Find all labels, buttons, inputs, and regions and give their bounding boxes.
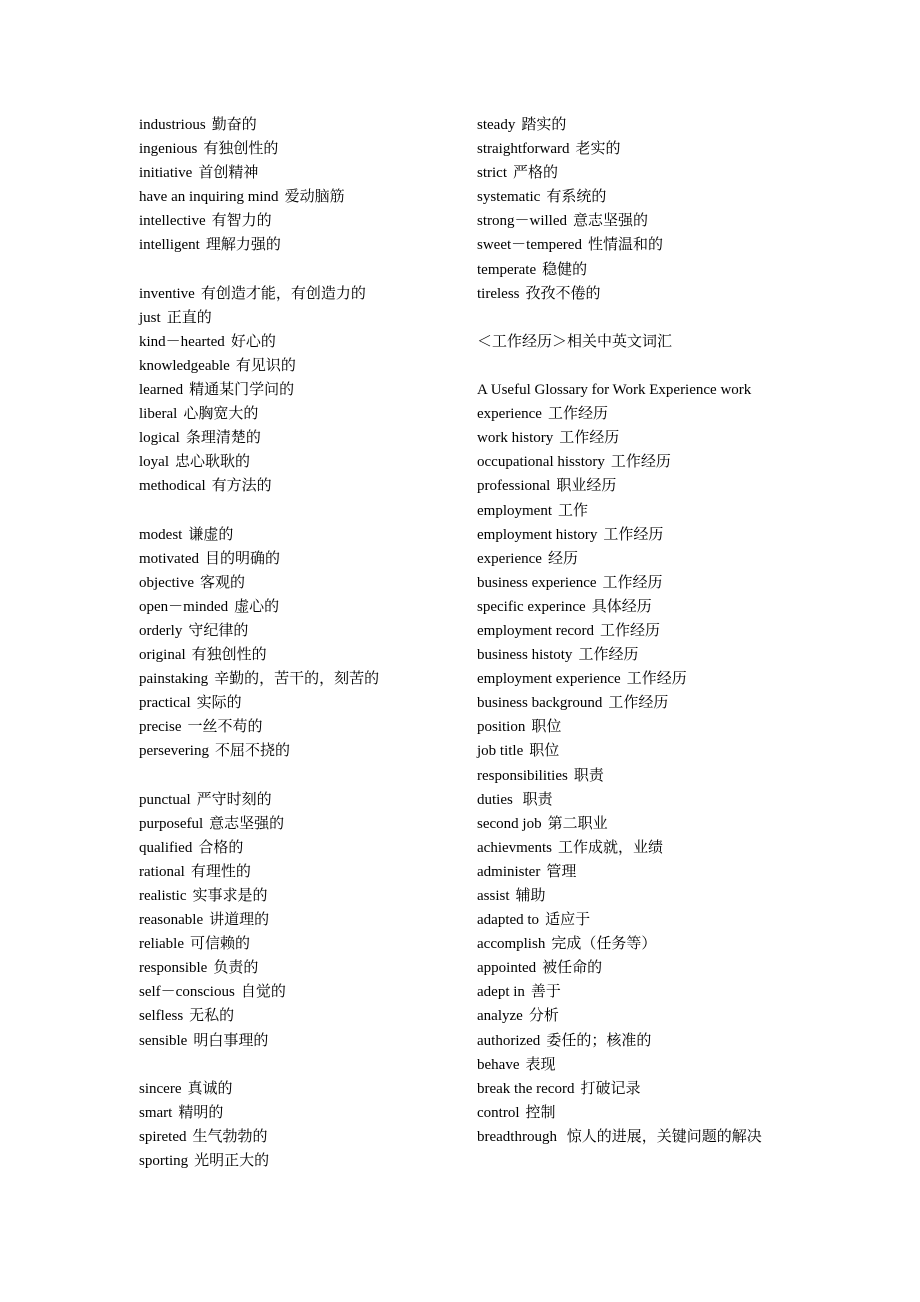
vocab-meaning: 工作经历 (608, 695, 669, 712)
vocab-meaning: 无私的 (189, 1008, 235, 1025)
blank-line (139, 764, 459, 788)
vocab-term: analyze (477, 1008, 523, 1025)
vocab-meaning: 精通某门学问的 (189, 382, 295, 399)
vocab-line (477, 715, 787, 739)
vocab-term: straightforward (477, 141, 570, 158)
vocab-term: realistic (139, 888, 187, 904)
vocab-line (139, 209, 459, 233)
vocab-meaning: 有见识的 (235, 357, 296, 374)
vocab-line (477, 402, 787, 426)
vocab-line (139, 788, 459, 812)
vocab-term: painstaking (139, 671, 209, 688)
vocab-term: loyal (139, 454, 169, 471)
vocab-term: business histoty (477, 647, 573, 664)
vocab-line (139, 1101, 459, 1125)
vocab-line (139, 450, 459, 474)
vocab-line (139, 306, 459, 330)
vocab-term: adapted to (477, 912, 540, 929)
vocab-line (477, 980, 787, 1004)
vocab-term: intellective (139, 213, 206, 230)
vocab-meaning: 爱动脑筋 (284, 189, 345, 206)
vocab-meaning: 负责的 (213, 960, 259, 977)
vocab-meaning: 一丝不苟的 (187, 719, 263, 736)
vocab-term: business experience (477, 574, 597, 591)
vocab-term: punctual (139, 791, 191, 808)
section-heading: ＜工作经历＞相关中英文词汇 (477, 333, 673, 350)
vocab-meaning: 工作成就，业绩 (557, 839, 663, 856)
vocab-term: modest (139, 526, 183, 543)
vocab-line (139, 426, 459, 450)
vocab-term: industrious (139, 117, 206, 133)
vocab-meaning: 忠心耿耿的 (175, 454, 251, 471)
vocab-term: open－minded (139, 598, 229, 615)
vocab-meaning: 辅助 (515, 888, 546, 904)
vocab-meaning: 实事求是的 (192, 888, 268, 904)
vocab-term: ingenious (139, 141, 198, 158)
vocab-meaning: 有独创性的 (203, 141, 279, 158)
vocab-term: second job (477, 815, 542, 832)
vocab-term: initiative (139, 165, 193, 182)
blank-line (139, 499, 459, 523)
vocab-meaning: 勤奋的 (211, 117, 257, 133)
vocab-line (477, 812, 787, 836)
vocab-term: strict (477, 165, 507, 182)
vocab-meaning: 有智力的 (211, 213, 272, 230)
vocab-meaning: 目的明确的 (205, 550, 281, 567)
vocab-line (139, 860, 459, 884)
vocab-line (477, 836, 787, 860)
vocab-line (477, 643, 787, 667)
blank-line (139, 1053, 459, 1077)
vocab-term: adept in (477, 984, 525, 1001)
vocab-meaning: 适应于 (545, 912, 591, 929)
vocab-term: experience (477, 550, 542, 567)
vocab-meaning: 正直的 (166, 309, 212, 326)
blank-line (477, 354, 787, 378)
vocab-meaning: 职责 (573, 767, 604, 784)
vocab-term: specific experince (477, 598, 586, 615)
vocab-term: experience (477, 406, 542, 423)
vocab-meaning: 客观的 (199, 574, 245, 591)
vocab-meaning: 意志坚强的 (209, 815, 285, 832)
vocab-term: employment (477, 502, 552, 519)
vocab-meaning: 自觉的 (240, 984, 286, 1001)
vocab-term: sincere (139, 1080, 182, 1097)
vocab-line (477, 209, 787, 233)
vocab-term: employment record (477, 622, 595, 639)
vocab-meaning: 工作经历 (610, 454, 671, 471)
vocab-line (477, 378, 787, 402)
vocab-term: systematic (477, 189, 541, 206)
vocab-line (139, 595, 459, 619)
vocab-term: breadthrough (477, 1128, 557, 1145)
vocab-line (139, 884, 459, 908)
vocab-term: achievments (477, 839, 552, 856)
vocab-line (477, 1101, 787, 1125)
vocab-term: steady (477, 117, 516, 133)
vocab-line (139, 233, 459, 257)
vocab-line (477, 330, 787, 354)
vocab-meaning: 辛勤的，苦干的，刻苦的 (214, 671, 380, 688)
vocab-term: temperate (477, 261, 537, 278)
vocab-term: reasonable (139, 912, 204, 929)
vocab-term: persevering (139, 743, 209, 760)
vocab-meaning: 有独创性的 (191, 647, 267, 664)
vocab-meaning: 真诚的 (187, 1080, 233, 1097)
vocab-meaning: 工作经历 (600, 622, 661, 639)
vocab-term: sporting (139, 1153, 189, 1170)
right-column (477, 113, 787, 1149)
vocab-term: control (477, 1104, 520, 1121)
vocab-line (477, 1053, 787, 1077)
vocab-term: spireted (139, 1128, 187, 1145)
vocab-line (477, 450, 787, 474)
vocab-meaning: 控制 (525, 1104, 556, 1121)
vocab-term: reliable (139, 936, 184, 953)
vocab-meaning: 有理性的 (190, 863, 251, 880)
vocab-term: accomplish (477, 936, 546, 953)
vocab-line (139, 1077, 459, 1101)
vocab-line (477, 233, 787, 257)
vocab-line (477, 571, 787, 595)
vocab-line (139, 691, 459, 715)
vocab-term: duties (477, 791, 513, 808)
vocab-line (477, 1029, 787, 1053)
vocab-term: position (477, 719, 526, 736)
vocab-line (477, 788, 787, 812)
vocab-line (139, 956, 459, 980)
vocab-term: administer (477, 863, 541, 880)
vocab-term: rational (139, 863, 185, 880)
blank-line (139, 258, 459, 282)
vocab-line (139, 523, 459, 547)
vocab-meaning: 工作经历 (578, 647, 639, 664)
vocab-meaning: 被任命的 (542, 960, 603, 977)
vocab-meaning: 第二职业 (547, 815, 608, 832)
vocab-line (477, 523, 787, 547)
vocab-term: sensible (139, 1032, 188, 1049)
vocab-term: liberal (139, 406, 178, 423)
vocab-meaning: 精明的 (178, 1104, 224, 1121)
vocab-line (139, 812, 459, 836)
vocab-term: appointed (477, 960, 537, 977)
vocab-line (477, 1125, 787, 1149)
vocab-meaning: 职位 (531, 719, 562, 736)
vocab-line (477, 691, 787, 715)
vocab-meaning: 讲道理的 (209, 912, 270, 929)
vocab-meaning: 管理 (546, 863, 577, 880)
vocab-meaning: 谦虚的 (188, 526, 234, 543)
vocab-meaning: 职位 (529, 743, 560, 760)
vocab-meaning: 条理清楚的 (185, 430, 261, 447)
vocab-term: logical (139, 430, 180, 447)
vocab-line (139, 1029, 459, 1053)
vocab-meaning: 守纪律的 (188, 622, 249, 639)
vocab-term: precise (139, 719, 182, 736)
vocab-meaning: 稳健的 (542, 261, 588, 278)
vocab-term: methodical (139, 478, 206, 495)
vocab-term: tireless (477, 285, 520, 302)
vocab-meaning: 孜孜不倦的 (525, 285, 601, 302)
vocab-line (477, 619, 787, 643)
vocab-meaning: 惊人的进展，关键问题的解决 (562, 1128, 762, 1145)
vocab-meaning: 打破记录 (580, 1080, 641, 1097)
vocab-line (477, 282, 787, 306)
vocab-line (139, 113, 459, 137)
vocab-line (477, 884, 787, 908)
vocab-meaning: 工作 (558, 502, 589, 519)
vocab-term: smart (139, 1104, 173, 1121)
vocab-meaning: 有系统的 (546, 189, 607, 206)
vocab-line (139, 354, 459, 378)
vocab-meaning: 不屈不挠的 (214, 743, 290, 760)
left-column (139, 113, 459, 1173)
vocab-meaning: 理解力强的 (205, 237, 281, 254)
vocab-line (139, 378, 459, 402)
vocab-term: professional (477, 478, 551, 495)
vocab-term: qualified (139, 839, 193, 856)
vocab-meaning: 好心的 (230, 333, 276, 350)
vocab-line (139, 980, 459, 1004)
vocab-term: strong－willed (477, 213, 567, 230)
vocab-meaning: 首创精神 (198, 165, 259, 182)
vocab-line (477, 499, 787, 523)
vocab-meaning: 实际的 (196, 695, 242, 712)
vocab-term: work history (477, 430, 554, 447)
vocab-line (477, 161, 787, 185)
vocab-line (139, 932, 459, 956)
vocab-line (139, 571, 459, 595)
vocab-line (139, 619, 459, 643)
vocab-meaning: 工作经历 (626, 671, 687, 688)
vocab-term: purposeful (139, 815, 204, 832)
vocab-line (139, 161, 459, 185)
vocab-line (139, 643, 459, 667)
vocab-line (477, 595, 787, 619)
vocab-line (139, 1125, 459, 1149)
vocab-meaning: 意志坚强的 (573, 213, 649, 230)
vocab-meaning: 工作经历 (603, 526, 664, 543)
vocab-term: behave (477, 1056, 520, 1073)
vocab-term: knowledgeable (139, 357, 230, 374)
vocab-term: objective (139, 574, 194, 591)
vocab-line (139, 330, 459, 354)
vocab-line (477, 185, 787, 209)
vocab-meaning: 工作经历 (602, 574, 663, 591)
vocab-meaning: 明白事理的 (193, 1032, 269, 1049)
vocab-line (477, 1004, 787, 1028)
vocab-meaning: 善于 (530, 984, 561, 1001)
vocab-meaning: 委任的；核准的 (546, 1032, 652, 1049)
vocab-term: selfless (139, 1008, 184, 1025)
vocab-line (477, 474, 787, 498)
vocab-meaning: 完成（任务等） (551, 936, 657, 953)
vocab-term: orderly (139, 622, 183, 639)
vocab-term: have an inquiring mind (139, 189, 279, 206)
vocab-term: intelligent (139, 237, 200, 254)
vocab-term: occupational hisstory (477, 454, 605, 471)
vocab-line (139, 667, 459, 691)
vocab-term: inventive (139, 285, 195, 302)
vocab-line (139, 282, 459, 306)
vocab-meaning: 踏实的 (521, 117, 567, 133)
vocab-term: job title (477, 743, 524, 760)
vocab-meaning: 生气勃勃的 (192, 1128, 268, 1145)
vocab-line (477, 113, 787, 137)
vocab-line (139, 1004, 459, 1028)
vocab-meaning: 工作经历 (559, 430, 620, 447)
vocab-meaning: 有方法的 (211, 478, 272, 495)
vocab-meaning: 光明正大的 (194, 1153, 270, 1170)
vocab-meaning: 严格的 (513, 165, 559, 182)
vocab-meaning: 经历 (547, 550, 578, 567)
blank-line (477, 306, 787, 330)
vocab-line (477, 908, 787, 932)
vocab-meaning: 具体经历 (591, 598, 652, 615)
vocab-line (477, 764, 787, 788)
vocab-meaning: 老实的 (575, 141, 621, 158)
vocab-term: responsible (139, 960, 208, 977)
vocab-line (477, 932, 787, 956)
vocab-meaning: 职责 (518, 791, 553, 808)
vocab-line (139, 474, 459, 498)
vocab-line (477, 426, 787, 450)
vocab-term: A Useful Glossary for Work Experience work (477, 382, 752, 399)
vocab-line (477, 1077, 787, 1101)
vocab-term: authorized (477, 1032, 541, 1049)
vocab-term: just (139, 309, 161, 326)
vocab-term: learned (139, 382, 184, 399)
vocab-term: original (139, 647, 186, 664)
vocab-term: business background (477, 695, 603, 712)
vocab-term: break the record (477, 1080, 575, 1097)
vocab-meaning: 工作经历 (547, 406, 608, 423)
vocab-meaning: 有创造才能，有创造力的 (200, 285, 366, 302)
vocab-line (139, 185, 459, 209)
vocab-term: assist (477, 888, 510, 904)
vocab-meaning: 职业经历 (556, 478, 617, 495)
vocab-term: self－conscious (139, 984, 235, 1001)
vocab-line (477, 258, 787, 282)
vocab-term: kind－hearted (139, 333, 225, 350)
vocab-meaning: 合格的 (198, 839, 244, 856)
vocab-term: employment history (477, 526, 598, 543)
vocab-line (477, 667, 787, 691)
vocab-line (477, 137, 787, 161)
vocab-line (139, 715, 459, 739)
vocab-term: motivated (139, 550, 199, 567)
vocab-term: practical (139, 695, 191, 712)
vocab-meaning: 严守时刻的 (196, 791, 272, 808)
vocab-line (477, 547, 787, 571)
vocab-meaning: 表现 (525, 1056, 556, 1073)
vocab-meaning: 可信赖的 (189, 936, 250, 953)
vocab-meaning: 心胸宽大的 (183, 406, 259, 423)
vocab-line (139, 137, 459, 161)
vocab-line (477, 739, 787, 763)
vocab-meaning: 性情温和的 (587, 237, 663, 254)
vocab-line (477, 860, 787, 884)
vocab-term: sweet－tempered (477, 237, 582, 254)
vocab-line (139, 836, 459, 860)
vocab-line (139, 739, 459, 763)
vocab-line (139, 547, 459, 571)
vocab-line (139, 908, 459, 932)
vocab-term: responsibilities (477, 767, 568, 784)
vocab-line (477, 956, 787, 980)
vocab-line (139, 1149, 459, 1173)
vocab-term: employment experience (477, 671, 621, 688)
vocab-meaning: 虚心的 (234, 598, 280, 615)
vocab-meaning: 分析 (528, 1008, 559, 1025)
vocab-line (139, 402, 459, 426)
